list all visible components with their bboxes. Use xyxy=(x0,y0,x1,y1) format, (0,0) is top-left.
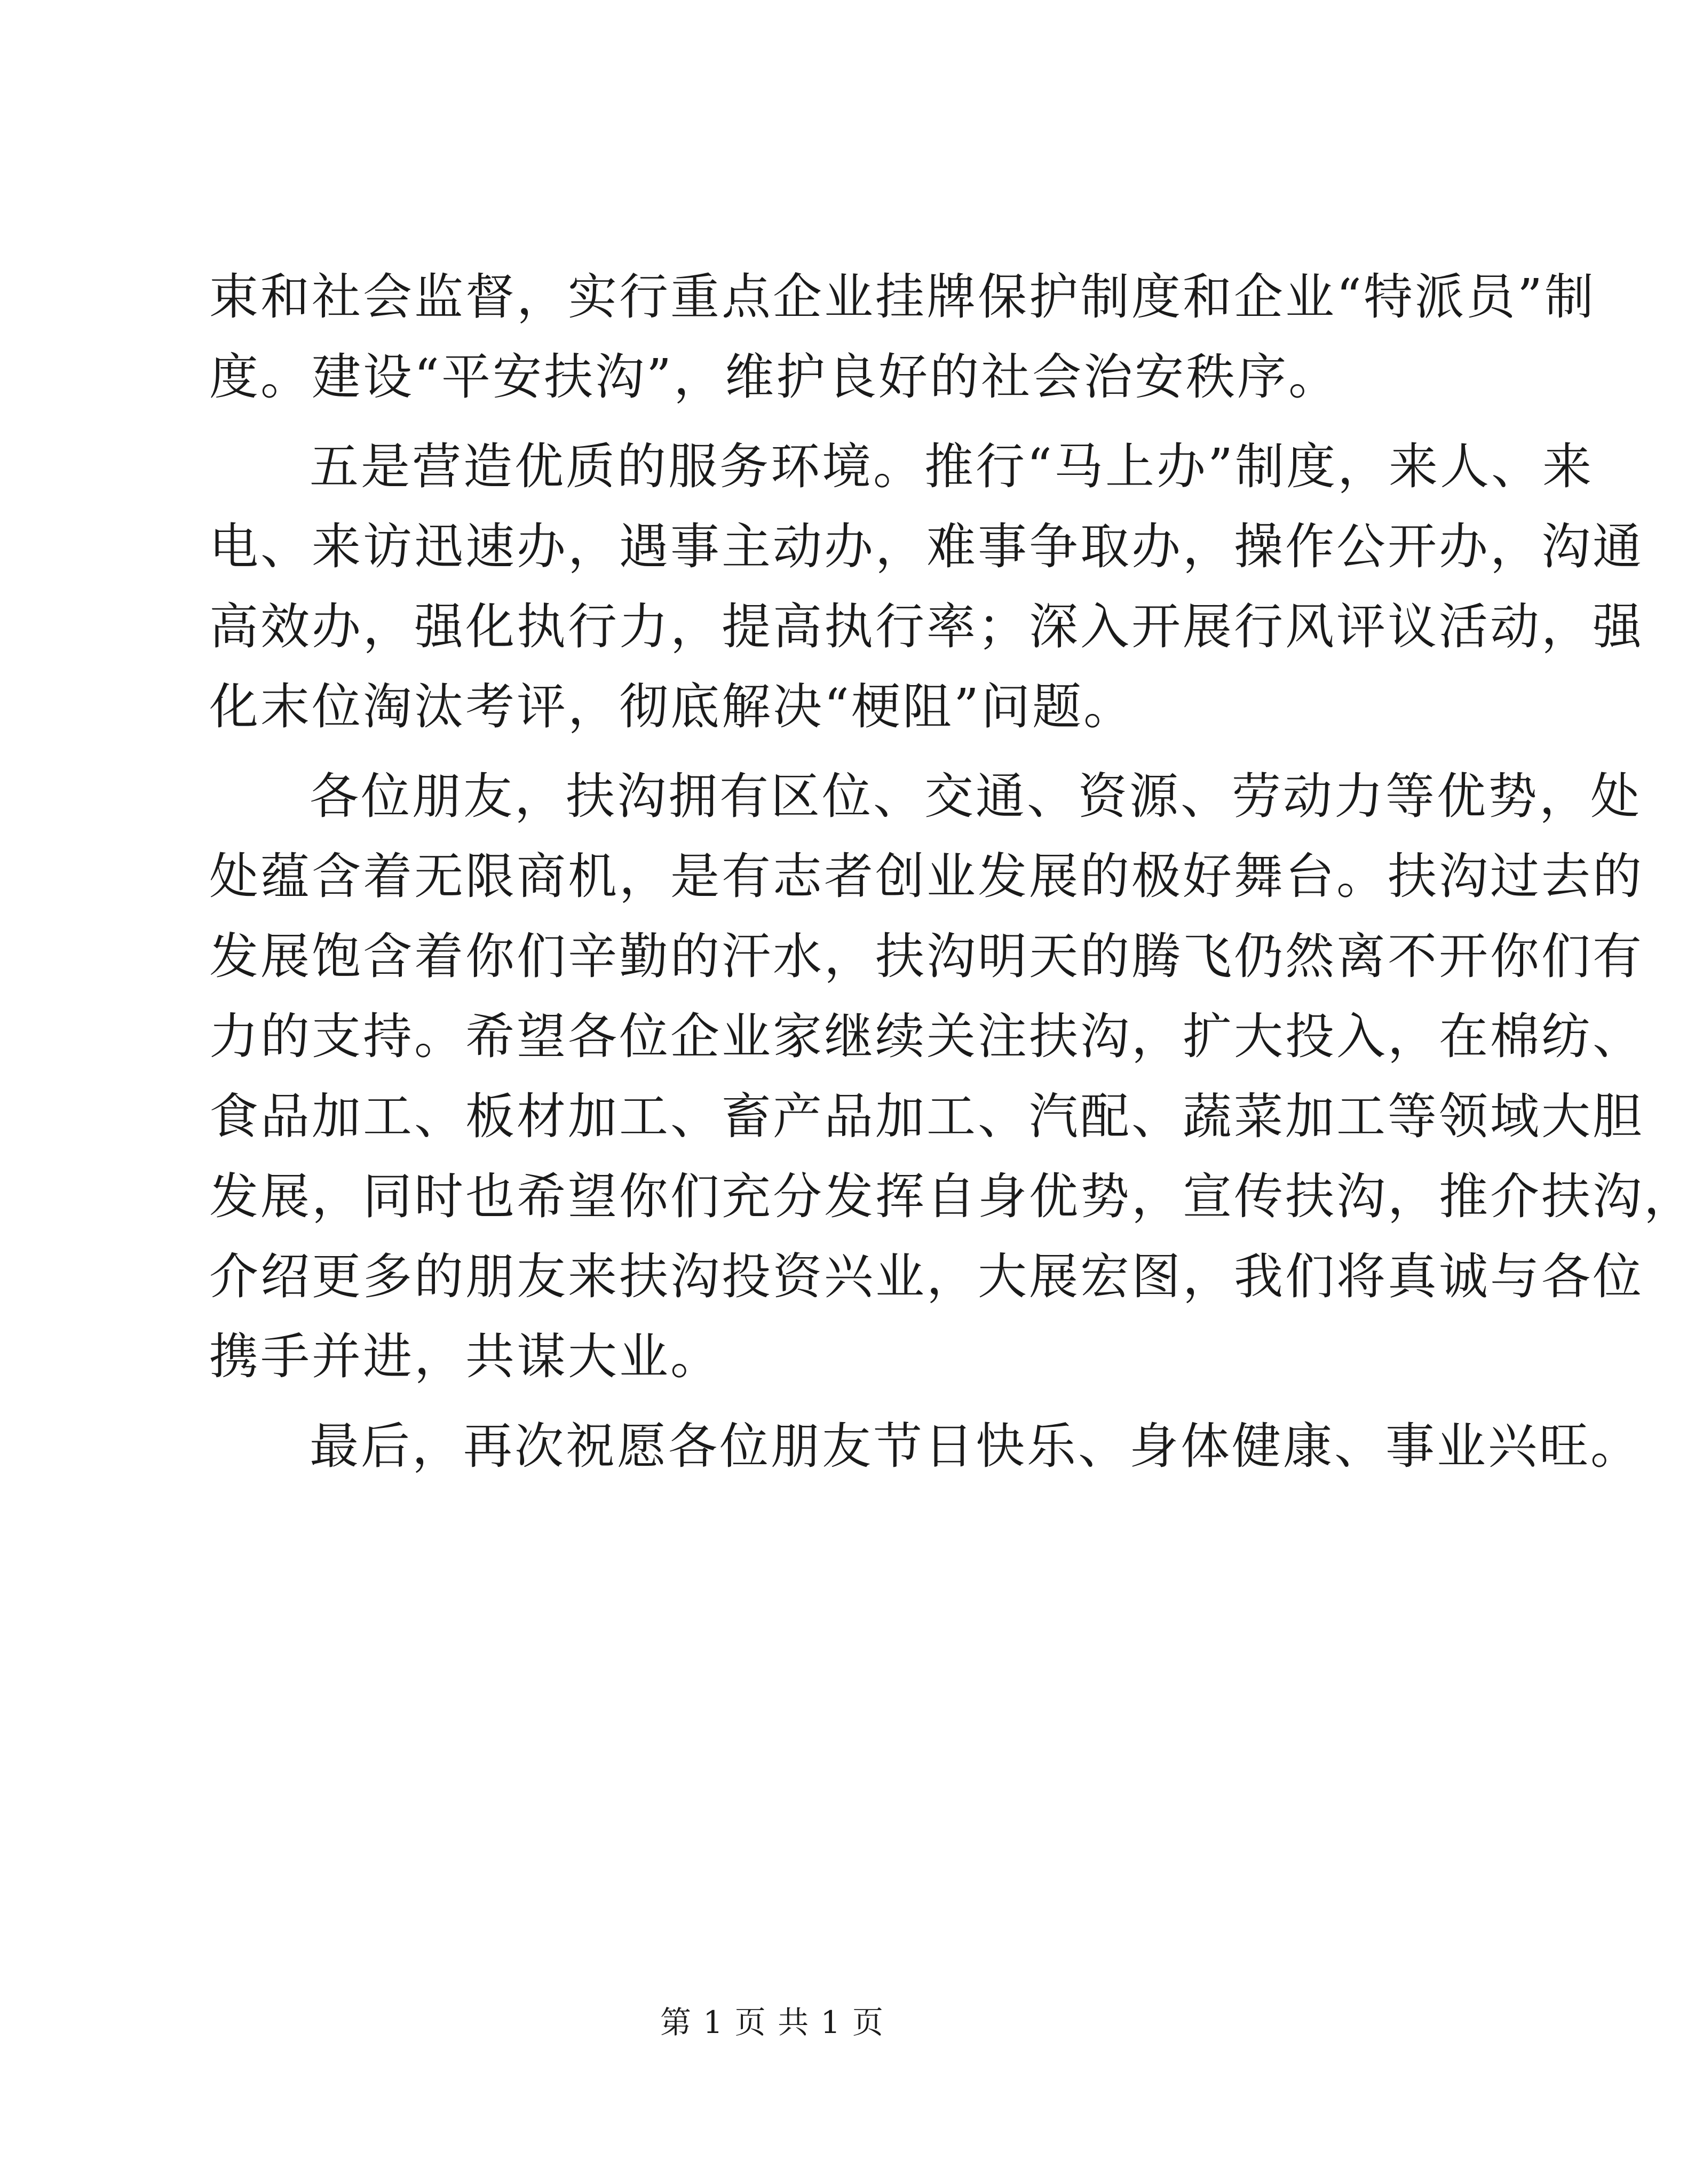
text-line: 食品加工、板材加工、畜产品加工、汽配、蔬菜加工等领域大胆 xyxy=(209,1088,1644,1145)
text-line: 束和社会监督，实行重点企业挂牌保护制度和企业“特派员”制 xyxy=(209,268,1596,325)
text-line: 化末位淘汰考评，彻底解决“梗阻”问题。 xyxy=(209,678,1135,735)
paragraph-first-line: 五是营造优质的服务环境。推行“马上办”制度，来人、来 xyxy=(310,438,1594,495)
text-line: 高效办，强化执行力，提高执行率；深入开展行风评议活动，强 xyxy=(209,598,1644,655)
text-line: 处蕴含着无限商机，是有志者创业发展的极好舞台。扶沟过去的 xyxy=(209,848,1644,905)
page-number-footer: 第 1 页 共 1 页 xyxy=(660,2004,884,2040)
text-line: 力的支持。希望各位企业家继续关注扶沟，扩大投入，在棉纺、 xyxy=(209,1008,1644,1065)
text-line: 介绍更多的朋友来扶沟投资兴业，大展宏图，我们将真诚与各位 xyxy=(209,1248,1644,1305)
text-line: 度。建设“平安扶沟”，维护良好的社会治安秩序。 xyxy=(209,348,1340,406)
text-line: 携手并进，共谋大业。 xyxy=(209,1328,722,1385)
text-line: 电、来访迅速办，遇事主动办，难事争取办，操作公开办，沟通 xyxy=(209,518,1644,575)
text-line: 发展，同时也希望你们充分发挥自身优势，宣传扶沟，推介扶沟， xyxy=(209,1168,1695,1225)
paragraph-first-line: 各位朋友，扶沟拥有区位、交通、资源、劳动力等优势，处 xyxy=(310,768,1642,825)
text-line: 发展饱含着你们辛勤的汗水，扶沟明天的腾飞仍然离不开你们有 xyxy=(209,928,1644,985)
paragraph-first-line: 最后，再次祝愿各位朋友节日快乐、身体健康、事业兴旺。 xyxy=(310,1418,1642,1475)
document-body xyxy=(209,257,1695,1487)
